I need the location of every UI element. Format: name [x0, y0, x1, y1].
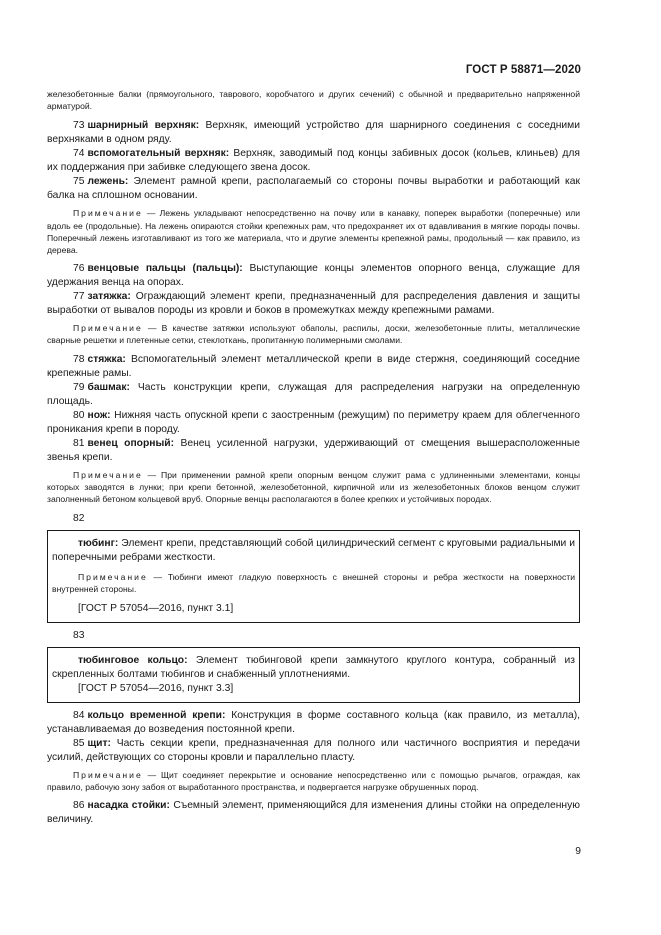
- entry-73: [47, 119, 580, 147]
- entry-term: затяжка:: [87, 291, 131, 303]
- entry-number: 79: [73, 381, 85, 393]
- entry-term: венцовые пальцы (пальцы):: [87, 263, 243, 275]
- entry-83-number: 83: [73, 629, 85, 641]
- reference-82: [ГОСТ Р 57054—2016, пункт 3.1]: [78, 602, 234, 614]
- note-label: Примечание: [73, 208, 143, 219]
- entry-number: 77: [73, 291, 85, 303]
- entry-definition: Выступающие концы элементов опорного венца, служащие для удержания венца на опорах.: [47, 263, 580, 289]
- entry-definition: Ограждающий элемент крепи, предназначенный для распределения давления и защиты выработки от вывалов породы из кровли и боков в промежутках между крепежными рамами.: [47, 291, 580, 317]
- entry-term: венец опорный:: [87, 437, 175, 449]
- entry-term: тюбинг:: [78, 538, 119, 550]
- standard-header: ГОСТ Р 58871—2020: [465, 64, 581, 76]
- entry-definition: Венец усиленной нагрузки, удерживающий от смещения вышерасположенные звенья крепи.: [47, 437, 581, 463]
- entry-definition: Съемный элемент, применяющийся для изменения длины стойки на определенную величину.: [47, 800, 580, 826]
- entry-number: 81: [73, 437, 85, 449]
- entry-76: [47, 262, 580, 290]
- entry-term: вспомогательный верхняк:: [87, 148, 230, 160]
- entry-81: [47, 437, 580, 465]
- entry-number: 85: [73, 737, 85, 749]
- entry-number: 80: [73, 409, 85, 421]
- entry-definition: Конструкция в форме составного кольца (как правило, из металла), устанавливаемая до возведения постоянной крепи.: [47, 709, 580, 735]
- entry-85: [47, 737, 580, 765]
- note-label: Примечание: [78, 572, 148, 583]
- note-label: Примечание: [73, 769, 143, 780]
- entry-82-number: 82: [73, 513, 85, 525]
- entry-definition: Элемент тюбинговой крепи замкнутого круглого контура, собранный из скрепленных болтами тюбингов и снабженный уплотнениями.: [52, 654, 575, 680]
- entry-number: 84: [73, 709, 85, 721]
- reference-83: [ГОСТ Р 57054—2016, пункт 3.3]: [78, 682, 234, 694]
- note-text: — Тюбинги имеют гладкую поверхность с внешней стороны и ребра жесткости на поверхности внутренней стороны.: [52, 572, 575, 595]
- entry-83: [52, 654, 575, 682]
- entry-75: [47, 175, 580, 203]
- entry-definition: Элемент крепи, представляющий собой цилиндрический сегмент с круговыми радиальными и поперечными ребрами жесткости.: [52, 538, 575, 564]
- entry-definition: Вспомогательный элемент металлической крепи в виде стержня, соединяющий соседние крепежные рамы.: [47, 353, 580, 379]
- entry-term: тюбинговое кольцо:: [78, 654, 188, 666]
- entry-82: [52, 537, 575, 565]
- entry-definition: Часть конструкции крепи, служащая для распределения нагрузки на определенную площадь.: [47, 381, 580, 407]
- entry-number: 75: [73, 176, 85, 188]
- note-text: — При применении рамной крепи опорным венцом служит рама с удлиненными элементами, концы которых заводятся в лунки; при крепи бетонной, железобетонной, кирпичной или из железобетонных блоков венцом служит заполненный бетоном кольцевой вруб. Опорные венцы располагаются в более крепких и устойчивых породах.: [47, 469, 580, 505]
- entry-86: [47, 799, 580, 827]
- entry-83-box: [47, 647, 580, 703]
- entry-number: 74: [73, 148, 85, 160]
- entry-term: кольцо временной крепи:: [87, 709, 226, 721]
- page-content: [47, 88, 580, 827]
- entry-term: стяжка:: [87, 353, 126, 365]
- note-label: Примечание: [73, 469, 143, 480]
- entry-84: [47, 709, 580, 737]
- entry-82-box: [47, 530, 580, 622]
- entry-number: 76: [73, 263, 85, 275]
- entry-80: [47, 409, 580, 437]
- entry-term: нож:: [87, 409, 111, 421]
- page-number: 9: [575, 846, 581, 857]
- entry-definition: Верхняк, имеющий устройство для шарнирного соединения с соседними верхняками в одном ряду.: [47, 120, 580, 146]
- note-82: [52, 571, 575, 595]
- note-75: [47, 207, 580, 256]
- entry-74: [47, 147, 580, 175]
- entry-number: 86: [73, 800, 85, 812]
- intro-text: железобетонные балки (прямоугольного, таврового, коробчатого и других сечений) с обычной и предварительно напряженной арматурой.: [47, 89, 580, 112]
- entry-number: 78: [73, 353, 85, 365]
- entry-78: [47, 353, 580, 381]
- entry-definition: Верхняк, заводимый под концы забивных досок (кольев, клиньев) для их поддержания при забивке следующего звена досок.: [47, 148, 580, 174]
- entry-term: лежень:: [87, 176, 129, 188]
- entry-definition: Часть секции крепи, предназначенная для полного или частичного восприятия и передачи усилий, действующих со стороны кровли и параллельно пласту.: [47, 737, 580, 763]
- entry-number: 73: [73, 120, 85, 132]
- entry-term: шарнирный верхняк:: [87, 120, 200, 132]
- note-text: — Лежень укладывают непосредственно на почву или в канавку, поперек выработки (поперечные) или вдоль ее (продольные). На лежень опираются стойки крепежных рам, что предохраняет их от вдавливания в мягкие породы почвы. Поперечный лежень изготавливают из того же материала, что и другие элементы крепежной рамы, продольный — как правило, из дерева.: [47, 208, 581, 256]
- entry-definition: Нижняя часть опускной крепи с заостренным (режущим) по периметру краем для облегченного проникания крепи в породу.: [47, 409, 580, 435]
- entry-term: башмак:: [87, 381, 130, 393]
- entry-79: [47, 381, 580, 409]
- note-label: Примечание: [73, 323, 143, 334]
- entry-definition: Элемент рамной крепи, располагаемый со стороны почвы выработки и работающий как балка на сплошном основании.: [47, 176, 580, 202]
- entry-term: щит:: [87, 737, 111, 749]
- note-text: — Щит соединяет перекрытие и основание непосредственно или с помощью рычагов, ограждая, как правило, рабочую зону забоя от выработанного пространства, и подвергается нагрузке обрушенных пород.: [47, 769, 581, 792]
- note-77: [47, 322, 580, 346]
- note-text: — В качестве затяжки используют обаполы, распилы, доски, железобетонные плиты, металлические сварные решетки и плетенные сетки, стеклоткань, пропитанную полимерными смолами.: [47, 323, 580, 346]
- entry-term: насадка стойки:: [87, 800, 170, 812]
- note-81: [47, 469, 580, 506]
- entry-77: [47, 290, 580, 318]
- note-85: [47, 769, 580, 793]
